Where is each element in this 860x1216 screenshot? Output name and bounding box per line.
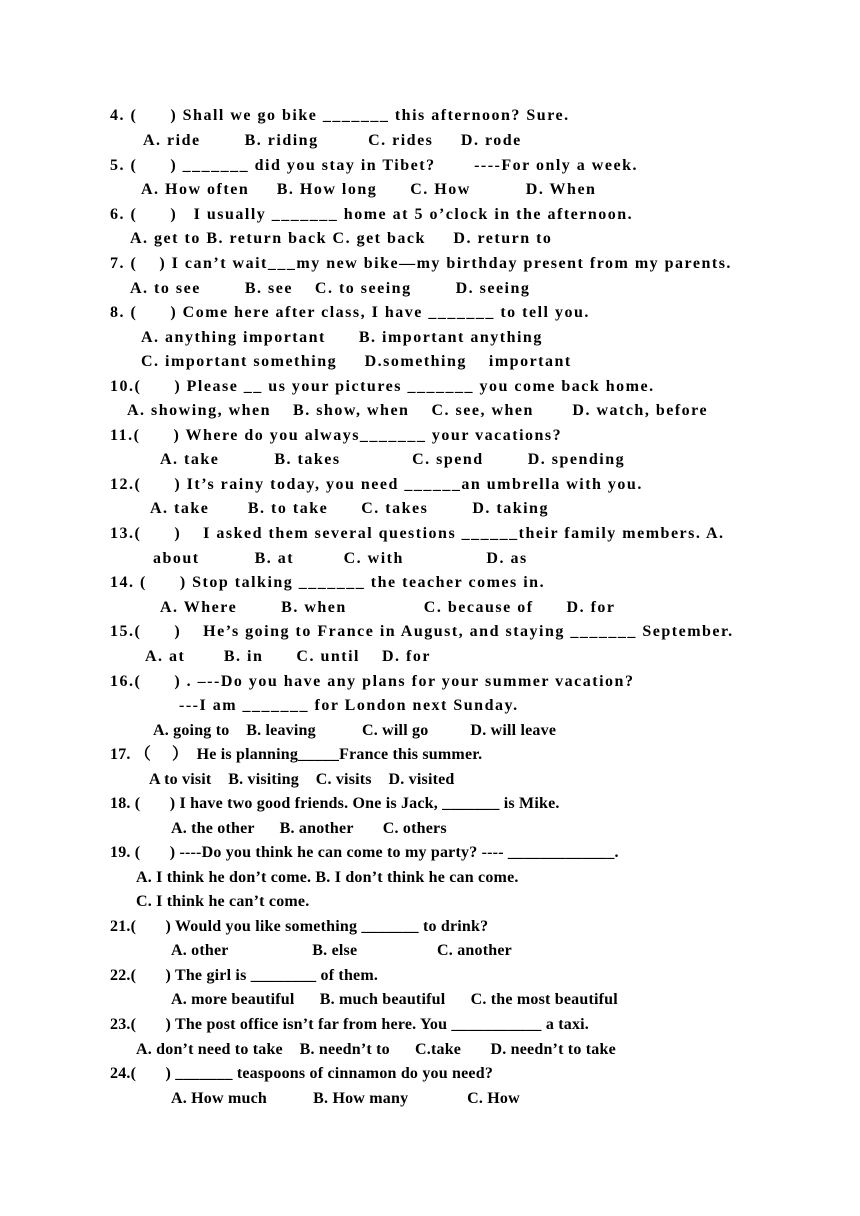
options-12: A. take B. to take C. takes D. taking — [150, 500, 549, 517]
question-17: 17. （ ） He is planning_____France this summer. — [110, 746, 483, 763]
question-10: 10.( ) Please __ us your pictures _______ you come back home. — [110, 378, 655, 395]
question-12: 12.( ) It’s rainy today, you need ______an umbrella with you. — [110, 476, 643, 493]
question-15: 15.( ) He’s going to France in August, and staying _______ September. — [110, 623, 734, 640]
options-17: A to visit B. visiting C. visits D. visited — [149, 771, 455, 788]
options-14: A. Where B. when C. because of D. for — [160, 599, 616, 616]
question-7: 7. ( ) I can’t wait___my new bike—my birthday present from my parents. — [110, 255, 732, 272]
options-15: A. at B. in C. until D. for — [145, 648, 431, 665]
options-11: A. take B. takes C. spend D. spending — [160, 451, 626, 468]
question-18: 18. ( ) I have two good friends. One is Jack, _______ is Mike. — [110, 795, 560, 812]
question-8: 8. ( ) Come here after class, I have _______ to tell you. — [110, 304, 590, 321]
question-11: 11.( ) Where do you always_______ your vacations? — [110, 427, 563, 444]
options-19-line2: C. I think he can’t come. — [136, 893, 310, 910]
options-10: A. showing, when B. show, when C. see, when D. watch, before — [127, 402, 709, 419]
question-24: 24.( ) _______ teaspoons of cinnamon do you need? — [110, 1065, 494, 1082]
options-21: A. other B. else C. another — [171, 942, 512, 959]
options-22: A. more beautiful B. much beautiful C. the most beautiful — [171, 991, 618, 1008]
options-6: A. get to B. return back C. get back D. return to — [130, 230, 553, 247]
options-8-line1: A. anything important B. important anything — [141, 329, 543, 346]
question-16: 16.( ) . –--Do you have any plans for your summer vacation? — [110, 673, 635, 690]
question-14: 14. ( ) Stop talking _______ the teacher comes in. — [110, 574, 546, 591]
options-8-line2: C. important something D.something important — [141, 353, 572, 370]
question-21: 21.( ) Would you like something _______ to drink? — [110, 918, 489, 935]
question-4: 4. ( ) Shall we go bike _______ this afternoon? Sure. — [110, 107, 570, 124]
options-16: A. going to B. leaving C. will go D. will leave — [153, 722, 557, 739]
options-4: A. ride B. riding C. rides D. rode — [143, 132, 522, 149]
options-18: A. the other B. another C. others — [171, 820, 447, 837]
question-16-response: ---I am _______ for London next Sunday. — [179, 697, 519, 714]
options-5: A. How often B. How long C. How D. When — [141, 181, 597, 198]
options-7: A. to see B. see C. to seeing D. seeing — [130, 280, 531, 297]
options-23: A. don’t need to take B. needn’t to C.take D. needn’t to take — [136, 1041, 616, 1058]
options-13: about B. at C. with D. as — [153, 550, 528, 567]
question-22: 22.( ) The girl is ________ of them. — [110, 967, 379, 984]
question-19: 19. ( ) ----Do you think he can come to my party? ---- _____________. — [110, 844, 619, 861]
question-5: 5. ( ) _______ did you stay in Tibet? ----For only a week. — [110, 157, 638, 174]
question-13: 13.( ) I asked them several questions ______their family members. A. — [110, 525, 725, 542]
options-24: A. How much B. How many C. How — [171, 1090, 520, 1107]
question-6: 6. ( ) I usually _______ home at 5 o’clock in the afternoon. — [110, 206, 634, 223]
question-23: 23.( ) The post office isn’t far from here. You ___________ a taxi. — [110, 1016, 590, 1033]
options-19-line1: A. I think he don’t come. B. I don’t think he can come. — [136, 869, 519, 886]
